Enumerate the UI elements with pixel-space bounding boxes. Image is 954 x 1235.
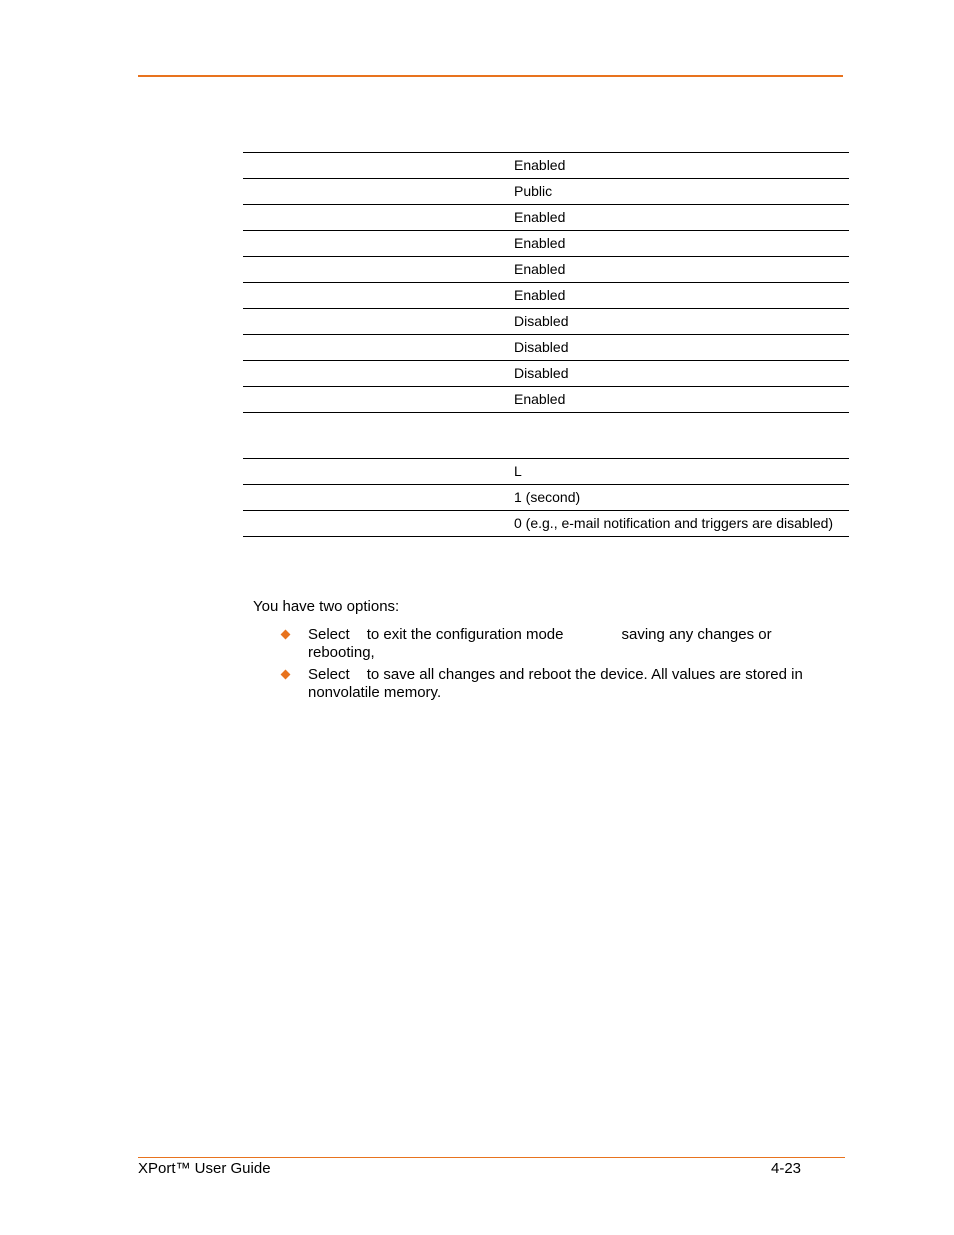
row-value: Enabled <box>514 391 566 407</box>
table-row <box>243 204 849 230</box>
table-bottom-rule <box>243 412 849 413</box>
options-list <box>280 626 840 706</box>
table-row <box>243 484 849 510</box>
table-bottom-rule <box>243 536 849 537</box>
bullet-diamond-icon <box>281 630 291 640</box>
options-intro: You have two options: <box>253 598 400 615</box>
header-rule <box>138 75 843 77</box>
row-value: Disabled <box>514 339 569 355</box>
list-item <box>280 626 840 662</box>
bullet-diamond-icon <box>281 670 291 680</box>
expert-defaults-table <box>243 458 849 537</box>
bullet-text: to save all changes and reboot the device. All values are stored in <box>366 666 803 683</box>
row-value: 1 (second) <box>514 489 581 505</box>
row-value: 0 (e.g., e-mail notification and triggers are disabled) <box>514 515 834 531</box>
footer-rule <box>138 1157 845 1158</box>
table-row <box>243 458 849 484</box>
bullet-text: nonvolatile memory. <box>308 684 442 701</box>
table-row <box>243 282 849 308</box>
list-item <box>280 666 840 702</box>
row-value: Enabled <box>514 157 566 173</box>
row-value: L <box>514 463 522 479</box>
table-row <box>243 152 849 178</box>
row-value: Disabled <box>514 313 569 329</box>
row-value: Enabled <box>514 261 566 277</box>
bullet-text: Select <box>308 666 350 683</box>
bullet-text: Select <box>308 626 350 643</box>
footer-title: XPort™ User Guide <box>138 1160 271 1177</box>
table-row <box>243 360 849 386</box>
row-value: Public <box>514 183 553 199</box>
page-number: 4-23 <box>771 1160 802 1177</box>
table-row <box>243 230 849 256</box>
table-row <box>243 510 849 536</box>
row-value: Enabled <box>514 209 566 225</box>
table-row <box>243 386 849 412</box>
table-row <box>243 256 849 282</box>
row-value: Enabled <box>514 287 566 303</box>
row-value: Disabled <box>514 365 569 381</box>
defaults-table <box>243 152 849 413</box>
table-row <box>243 308 849 334</box>
bullet-text: saving any changes or <box>621 626 772 643</box>
bullet-text: rebooting, <box>308 644 375 661</box>
bullet-text: to exit the configuration mode <box>366 626 564 643</box>
row-value: Enabled <box>514 235 566 251</box>
table-row <box>243 334 849 360</box>
table-row <box>243 178 849 204</box>
